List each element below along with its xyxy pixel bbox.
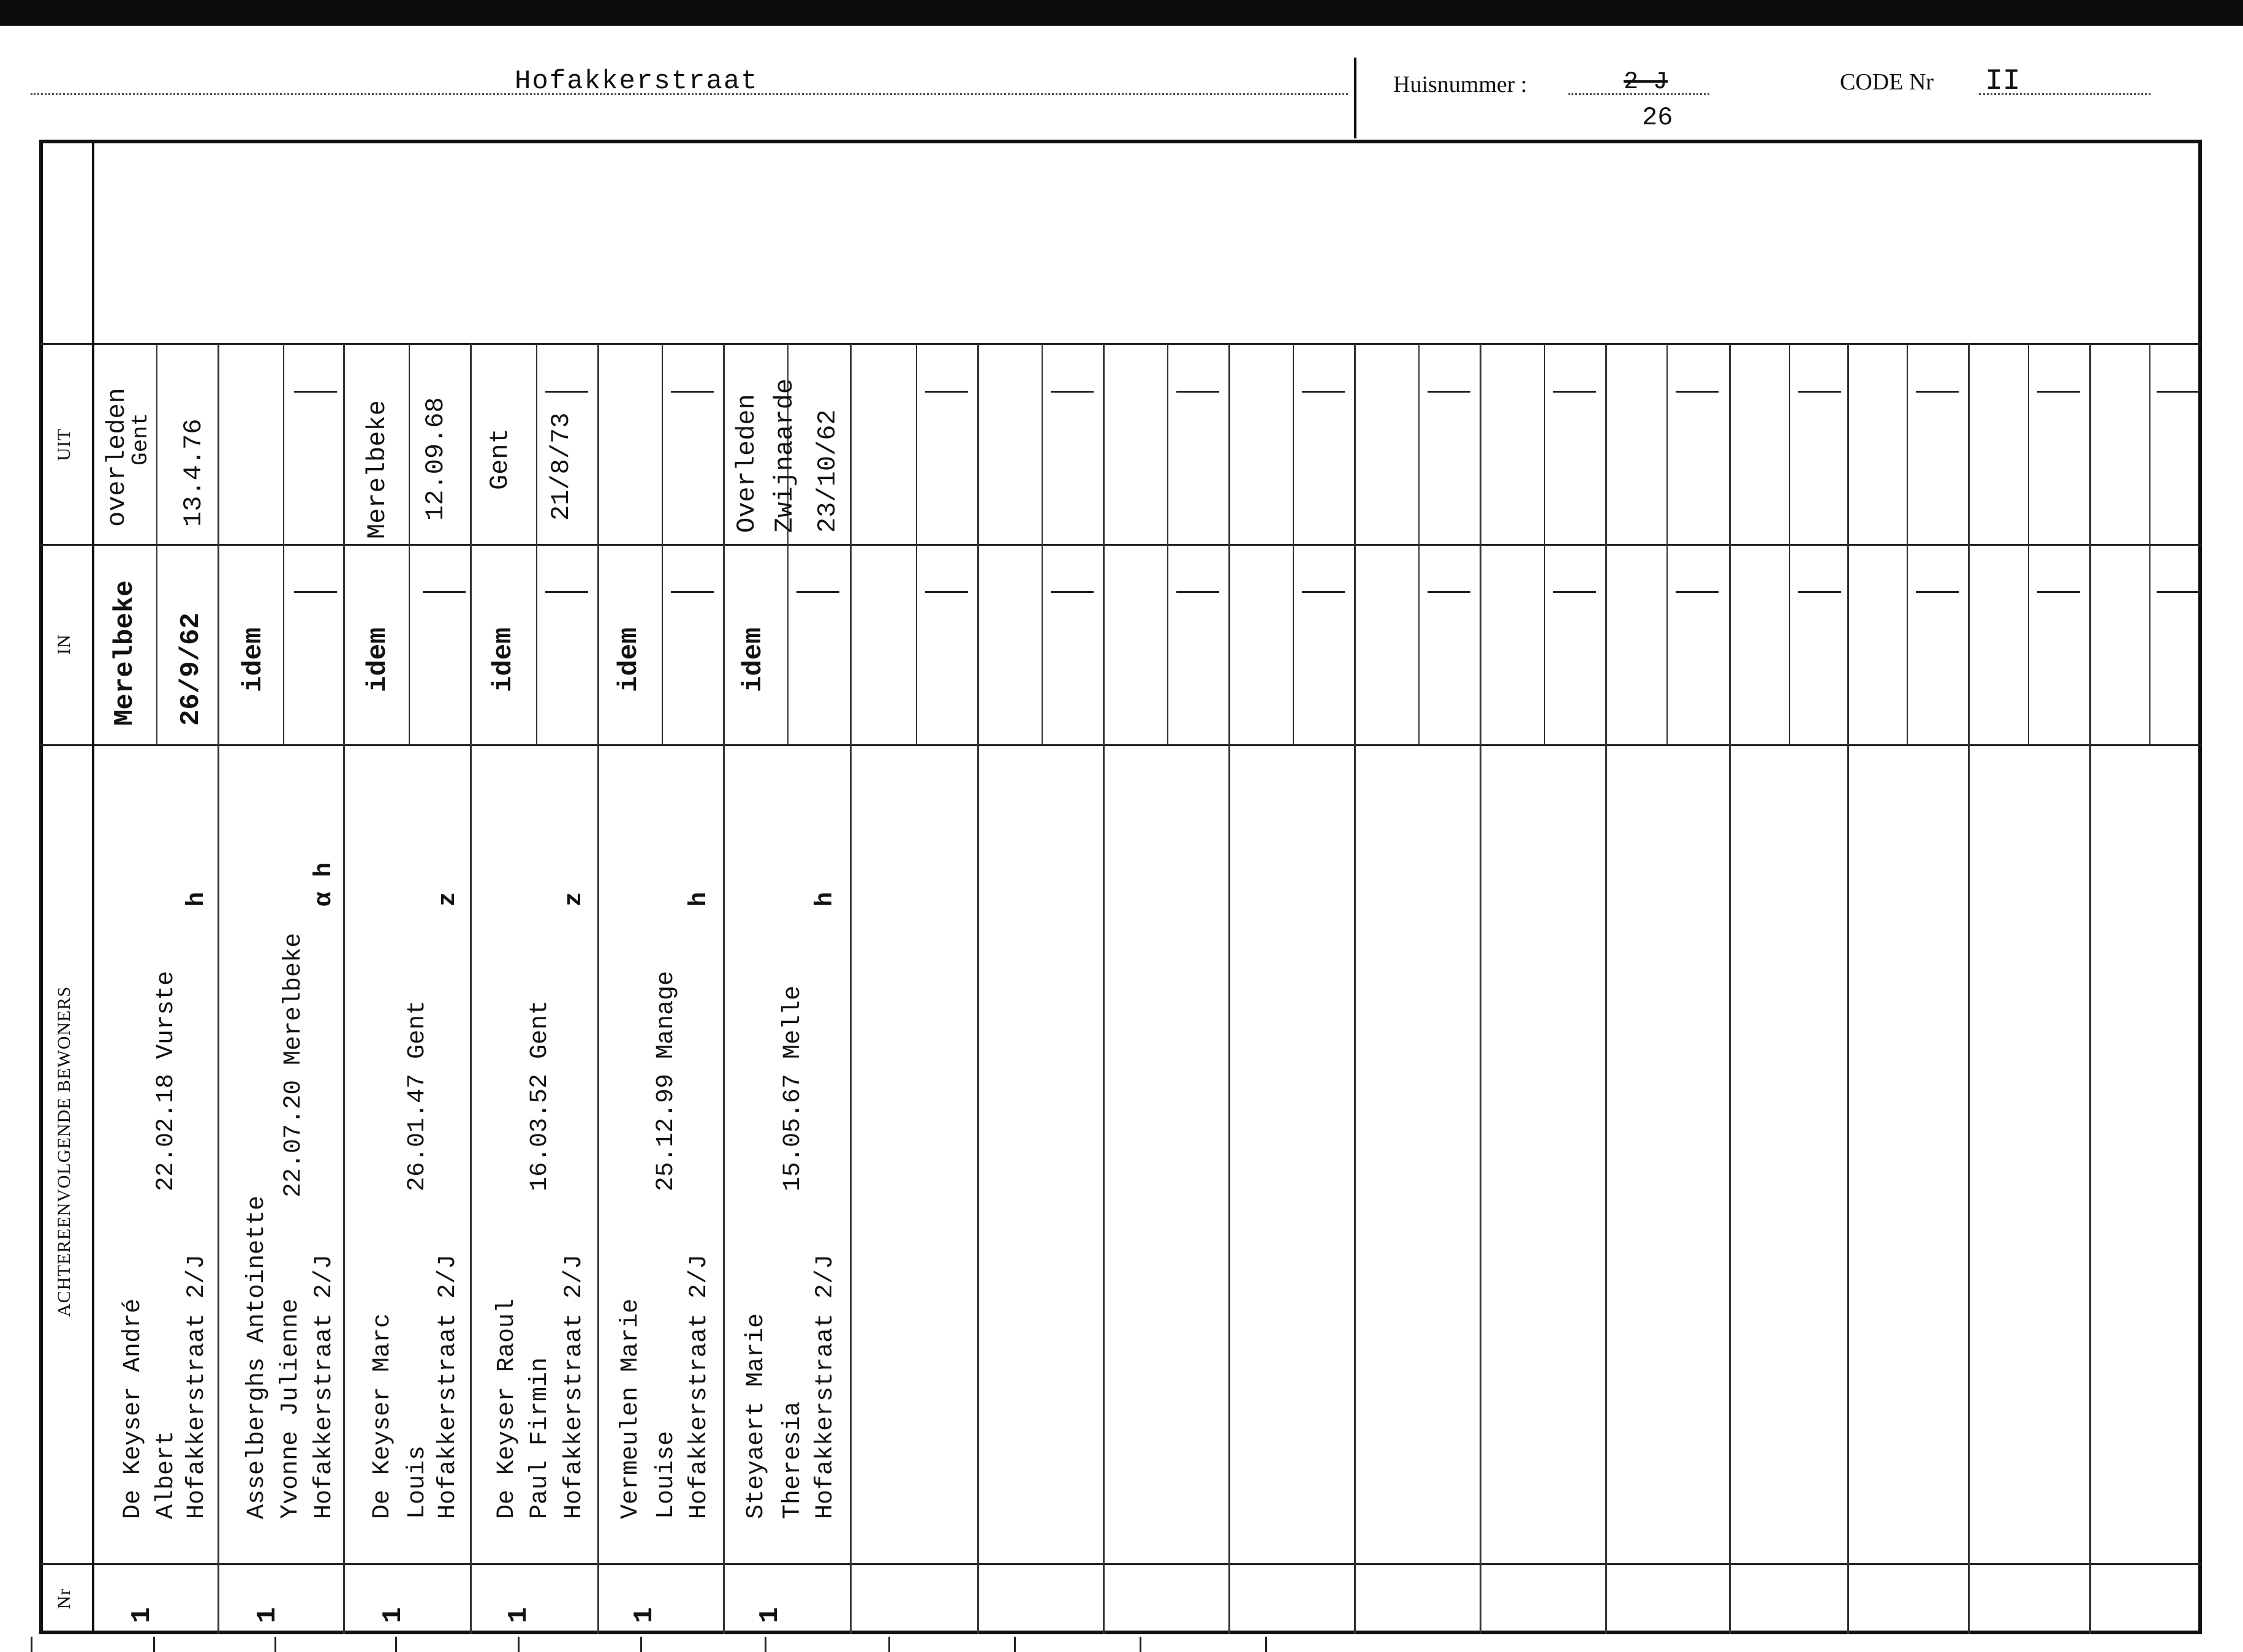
resident-address: Hofakkerstraat 2/J bbox=[434, 1254, 462, 1519]
scan-top-edge bbox=[0, 0, 2243, 26]
resident-number: 1 bbox=[378, 1607, 409, 1623]
out-place: overleden bbox=[102, 388, 132, 527]
resident-given-names: Louis bbox=[404, 1445, 431, 1519]
resident-address: Hofakkerstraat 2/J bbox=[183, 1254, 211, 1519]
house-number-new: 26 bbox=[1642, 103, 1673, 132]
resident-given-names: Theresia bbox=[779, 1401, 807, 1519]
resident-birth: 16.03.52 Gent bbox=[526, 1000, 554, 1191]
out-place: Merelbeke bbox=[363, 400, 392, 539]
empty-dash bbox=[1553, 591, 1596, 593]
page-tick bbox=[274, 1637, 276, 1652]
street-name: Hofakkerstraat bbox=[515, 66, 758, 97]
resident-address: Hofakkerstraat 2/J bbox=[561, 1254, 588, 1519]
out-date: 23/10/62 bbox=[813, 409, 842, 533]
empty-dash bbox=[1553, 391, 1596, 393]
in-place: idem bbox=[614, 627, 645, 692]
subcolumn-divider bbox=[283, 343, 284, 744]
resident-given-names: Albert bbox=[153, 1430, 180, 1519]
subcolumn-divider bbox=[1907, 343, 1908, 744]
page-tick bbox=[153, 1637, 155, 1652]
subcolumn-divider bbox=[1666, 343, 1668, 744]
row-divider bbox=[1354, 343, 1356, 1634]
empty-dash bbox=[925, 591, 968, 593]
subcolumn-divider bbox=[2028, 343, 2029, 744]
page-tick bbox=[888, 1637, 890, 1652]
row-divider bbox=[343, 343, 345, 1634]
subcolumn-divider bbox=[1293, 343, 1294, 744]
row-divider bbox=[977, 343, 979, 1634]
resident-birth: 15.05.67 Melle bbox=[779, 985, 807, 1191]
resident-mark: z bbox=[434, 891, 462, 907]
page-tick bbox=[1265, 1637, 1267, 1652]
resident-birth: 25.12.99 Manage bbox=[652, 970, 680, 1191]
subcolumn-divider bbox=[409, 343, 410, 744]
resident-birth: 22.07.20 Merelbeke bbox=[280, 932, 308, 1198]
in-place: idem bbox=[363, 627, 393, 692]
register-table bbox=[39, 140, 2202, 1634]
out-date: 12.09.68 bbox=[421, 397, 450, 521]
row-divider bbox=[597, 343, 599, 1634]
row-divider bbox=[2089, 343, 2091, 1634]
resident-birth: 22.02.18 Vurste bbox=[153, 970, 180, 1191]
empty-dash bbox=[796, 591, 839, 593]
empty-dash bbox=[1916, 391, 1959, 393]
subcolumn-divider bbox=[662, 343, 663, 744]
out-place-2: Gent bbox=[128, 412, 153, 466]
empty-dash bbox=[2157, 391, 2200, 393]
resident-birth: 26.01.47 Gent bbox=[404, 1000, 431, 1191]
row-divider bbox=[217, 343, 219, 1634]
resident-name: Vermeulen Marie bbox=[617, 1298, 645, 1519]
resident-address: Hofakkerstraat 2/J bbox=[812, 1254, 839, 1519]
subcolumn-divider bbox=[156, 343, 157, 744]
subcolumn-divider bbox=[536, 343, 537, 744]
empty-dash bbox=[1916, 591, 1959, 593]
resident-given-names: Yvonne Julienne bbox=[277, 1298, 304, 1519]
resident-name: Steyaert Marie bbox=[743, 1313, 770, 1519]
subcolumn-divider bbox=[2149, 343, 2150, 744]
in-place: idem bbox=[738, 627, 769, 692]
resident-mark: h bbox=[183, 891, 211, 907]
empty-dash bbox=[1051, 391, 1094, 393]
resident-name: De Keyser Raoul bbox=[493, 1298, 521, 1519]
page-tick bbox=[1014, 1637, 1016, 1652]
resident-mark: z bbox=[561, 891, 588, 907]
row-divider bbox=[1605, 343, 1607, 1634]
nr-header: Nr bbox=[54, 1588, 74, 1609]
row-divider bbox=[1480, 343, 1481, 1634]
resident-number: 1 bbox=[629, 1607, 660, 1623]
subcolumn-divider bbox=[1042, 343, 1043, 744]
row-divider bbox=[1847, 343, 1849, 1634]
empty-dash bbox=[1176, 391, 1219, 393]
empty-dash bbox=[1302, 391, 1345, 393]
house-number-old: 2 J bbox=[1624, 69, 1668, 96]
empty-dash bbox=[2037, 591, 2080, 593]
row-divider bbox=[723, 343, 725, 1634]
empty-dash bbox=[294, 391, 337, 393]
label-column-divider bbox=[92, 140, 94, 1634]
resident-mark: h bbox=[686, 891, 713, 907]
band-separator-in-top bbox=[39, 544, 2202, 546]
empty-dash bbox=[545, 591, 588, 593]
empty-dash bbox=[2037, 391, 2080, 393]
empty-dash bbox=[1051, 591, 1094, 593]
band-separator-nr-top bbox=[39, 1563, 2202, 1565]
resident-number: 1 bbox=[252, 1607, 283, 1623]
empty-dash bbox=[1428, 591, 1470, 593]
in-place: idem bbox=[238, 627, 269, 692]
residents-header: ACHTEREENVOLGENDE BEWONERS bbox=[54, 986, 74, 1318]
resident-number: 1 bbox=[755, 1607, 785, 1623]
empty-dash bbox=[925, 391, 968, 393]
row-divider bbox=[1729, 343, 1731, 1634]
empty-dash bbox=[423, 591, 466, 593]
empty-dash bbox=[1676, 391, 1719, 393]
in-place: Merelbeke bbox=[110, 580, 140, 726]
code-label: CODE Nr bbox=[1840, 69, 1934, 95]
out-date: 13.4.76 bbox=[179, 418, 208, 527]
page-tick bbox=[1140, 1637, 1141, 1652]
out-date: 21/8/73 bbox=[547, 412, 576, 521]
band-separator-residents-top bbox=[39, 744, 2202, 746]
row-divider bbox=[470, 343, 472, 1634]
empty-dash bbox=[1798, 591, 1841, 593]
resident-name: Asselberghs Antoinette bbox=[243, 1195, 271, 1519]
empty-dash bbox=[2157, 591, 2200, 593]
subcolumn-divider bbox=[1789, 343, 1790, 744]
empty-dash bbox=[1428, 391, 1470, 393]
empty-dash bbox=[1676, 591, 1719, 593]
uit-header: UIT bbox=[54, 428, 74, 461]
page-tick bbox=[31, 1637, 32, 1652]
page-tick bbox=[518, 1637, 520, 1652]
empty-dash bbox=[1176, 591, 1219, 593]
out-place: Gent bbox=[485, 428, 515, 490]
subcolumn-divider bbox=[1544, 343, 1545, 744]
out-place: Overleden bbox=[732, 394, 762, 533]
resident-address: Hofakkerstraat 2/J bbox=[311, 1254, 338, 1519]
subcolumn-divider bbox=[916, 343, 917, 744]
page-tick bbox=[395, 1637, 397, 1652]
code-value: II bbox=[1985, 65, 2021, 98]
resident-given-names: Paul Firmin bbox=[526, 1357, 554, 1519]
house-number-label: Huisnummer : bbox=[1393, 72, 1527, 97]
row-divider bbox=[1968, 343, 1970, 1634]
resident-given-names: Louise bbox=[652, 1430, 680, 1519]
empty-dash bbox=[1302, 591, 1345, 593]
resident-mark: α h bbox=[311, 862, 338, 907]
row-divider bbox=[1228, 343, 1230, 1634]
resident-address: Hofakkerstraat 2/J bbox=[686, 1254, 713, 1519]
page-tick bbox=[765, 1637, 766, 1652]
in-place: idem bbox=[488, 627, 519, 692]
row-divider bbox=[850, 343, 852, 1634]
header-divider bbox=[1354, 58, 1356, 138]
resident-name: De Keyser André bbox=[119, 1298, 147, 1519]
empty-dash bbox=[1798, 391, 1841, 393]
out-place-2: Zwijnaarde bbox=[770, 378, 800, 533]
resident-name: De Keyser Marc bbox=[369, 1313, 396, 1519]
subcolumn-divider bbox=[1167, 343, 1168, 744]
resident-mark: h bbox=[812, 891, 839, 907]
in-header: IN bbox=[54, 634, 74, 655]
empty-dash bbox=[671, 591, 714, 593]
in-date: 26/9/62 bbox=[176, 613, 206, 726]
empty-dash bbox=[294, 591, 337, 593]
resident-number: 1 bbox=[127, 1607, 157, 1623]
empty-dash bbox=[545, 391, 588, 393]
row-divider bbox=[1103, 343, 1105, 1634]
resident-number: 1 bbox=[504, 1607, 534, 1623]
empty-dash bbox=[671, 391, 714, 393]
subcolumn-divider bbox=[1418, 343, 1420, 744]
band-separator-uit-top bbox=[39, 343, 2202, 345]
page-tick bbox=[640, 1637, 642, 1652]
